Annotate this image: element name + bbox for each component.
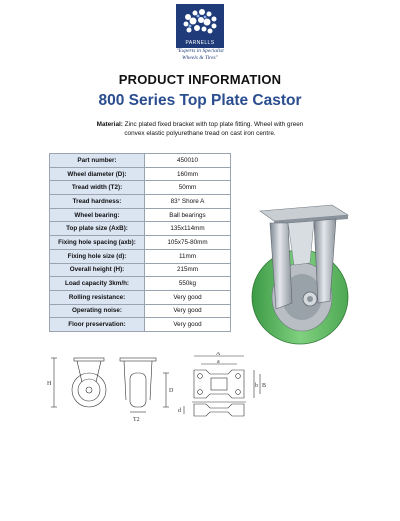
dim-label-d: d xyxy=(178,408,181,414)
spec-label: Overall height (H): xyxy=(50,263,145,277)
spec-row xyxy=(50,263,231,277)
dim-label-B: B xyxy=(262,383,267,389)
front-view-drawing xyxy=(120,358,169,412)
page-title: PRODUCT INFORMATION xyxy=(118,72,282,87)
spec-row xyxy=(50,195,231,209)
spec-label: Wheel diameter (D): xyxy=(50,167,145,181)
spec-value: 105x75-80mm xyxy=(145,236,231,250)
brand-name: PARNELLS xyxy=(185,40,215,46)
spec-label: Top plate size (AxB): xyxy=(50,222,145,236)
spec-row xyxy=(50,249,231,263)
spec-label: Part number: xyxy=(50,154,145,168)
brand-tagline xyxy=(150,48,250,61)
spec-label: Fixing hole size (d): xyxy=(50,249,145,263)
parnells-logo xyxy=(176,4,224,48)
spec-label: Floor preservation: xyxy=(50,318,145,332)
spec-label: Operating noise: xyxy=(50,304,145,318)
spec-row xyxy=(50,154,231,168)
spec-row xyxy=(50,167,231,181)
spec-label: Tread hardness: xyxy=(50,195,145,209)
spec-row xyxy=(50,181,231,195)
spec-value: 135x114mm xyxy=(145,222,231,236)
dim-label-H: H xyxy=(47,381,52,387)
spec-value: 83° Shore A xyxy=(145,195,231,209)
dim-label-D: D xyxy=(169,388,174,394)
spec-row xyxy=(50,208,231,222)
side-view-drawing xyxy=(51,358,106,407)
material-text-2: convex elastic polyurethane tread on cast iron centre. xyxy=(124,130,276,137)
dim-label-T2: T2 xyxy=(133,417,140,423)
spec-value: Very good xyxy=(145,290,231,304)
spec-value: 215mm xyxy=(145,263,231,277)
spec-row xyxy=(50,290,231,304)
tagline-line-2: Wheels & Tires" xyxy=(181,54,219,61)
spec-row xyxy=(50,304,231,318)
dim-label-b: b xyxy=(255,383,258,389)
material-description xyxy=(60,120,340,138)
tagline-line-1: "Experts in Specialist xyxy=(176,48,224,54)
spec-value: Ball bearings xyxy=(145,208,231,222)
spec-label: Rolling resistance: xyxy=(50,290,145,304)
spec-row xyxy=(50,318,231,332)
dim-label-a: a xyxy=(217,359,220,365)
spec-value: 450010 xyxy=(145,154,231,168)
spec-row xyxy=(50,277,231,291)
spec-value: Very good xyxy=(145,304,231,318)
spec-label: Tread width (T2): xyxy=(50,181,145,195)
spec-value: 50mm xyxy=(145,181,231,195)
spec-row xyxy=(50,222,231,236)
dim-label-A: A xyxy=(216,352,221,357)
top-plate-drawing xyxy=(184,356,260,416)
spec-value: Very good xyxy=(145,318,231,332)
specs-table xyxy=(49,153,231,332)
spec-label: Wheel bearing: xyxy=(50,208,145,222)
product-name: 800 Series Top Plate Castor xyxy=(98,92,302,109)
spec-row xyxy=(50,236,231,250)
technical-drawings xyxy=(44,352,276,424)
castor-photo xyxy=(244,203,352,345)
spec-value: 160mm xyxy=(145,167,231,181)
material-text-1: Zinc plated fixed bracket with top plate fitting. Wheel with green xyxy=(122,121,304,128)
spec-value: 11mm xyxy=(145,249,231,263)
material-label: Material: xyxy=(96,121,123,128)
spec-label: Load capacity 3km/h: xyxy=(50,277,145,291)
spec-label: Fixing hole spacing (axb): xyxy=(50,236,145,250)
spec-value: 550kg xyxy=(145,277,231,291)
